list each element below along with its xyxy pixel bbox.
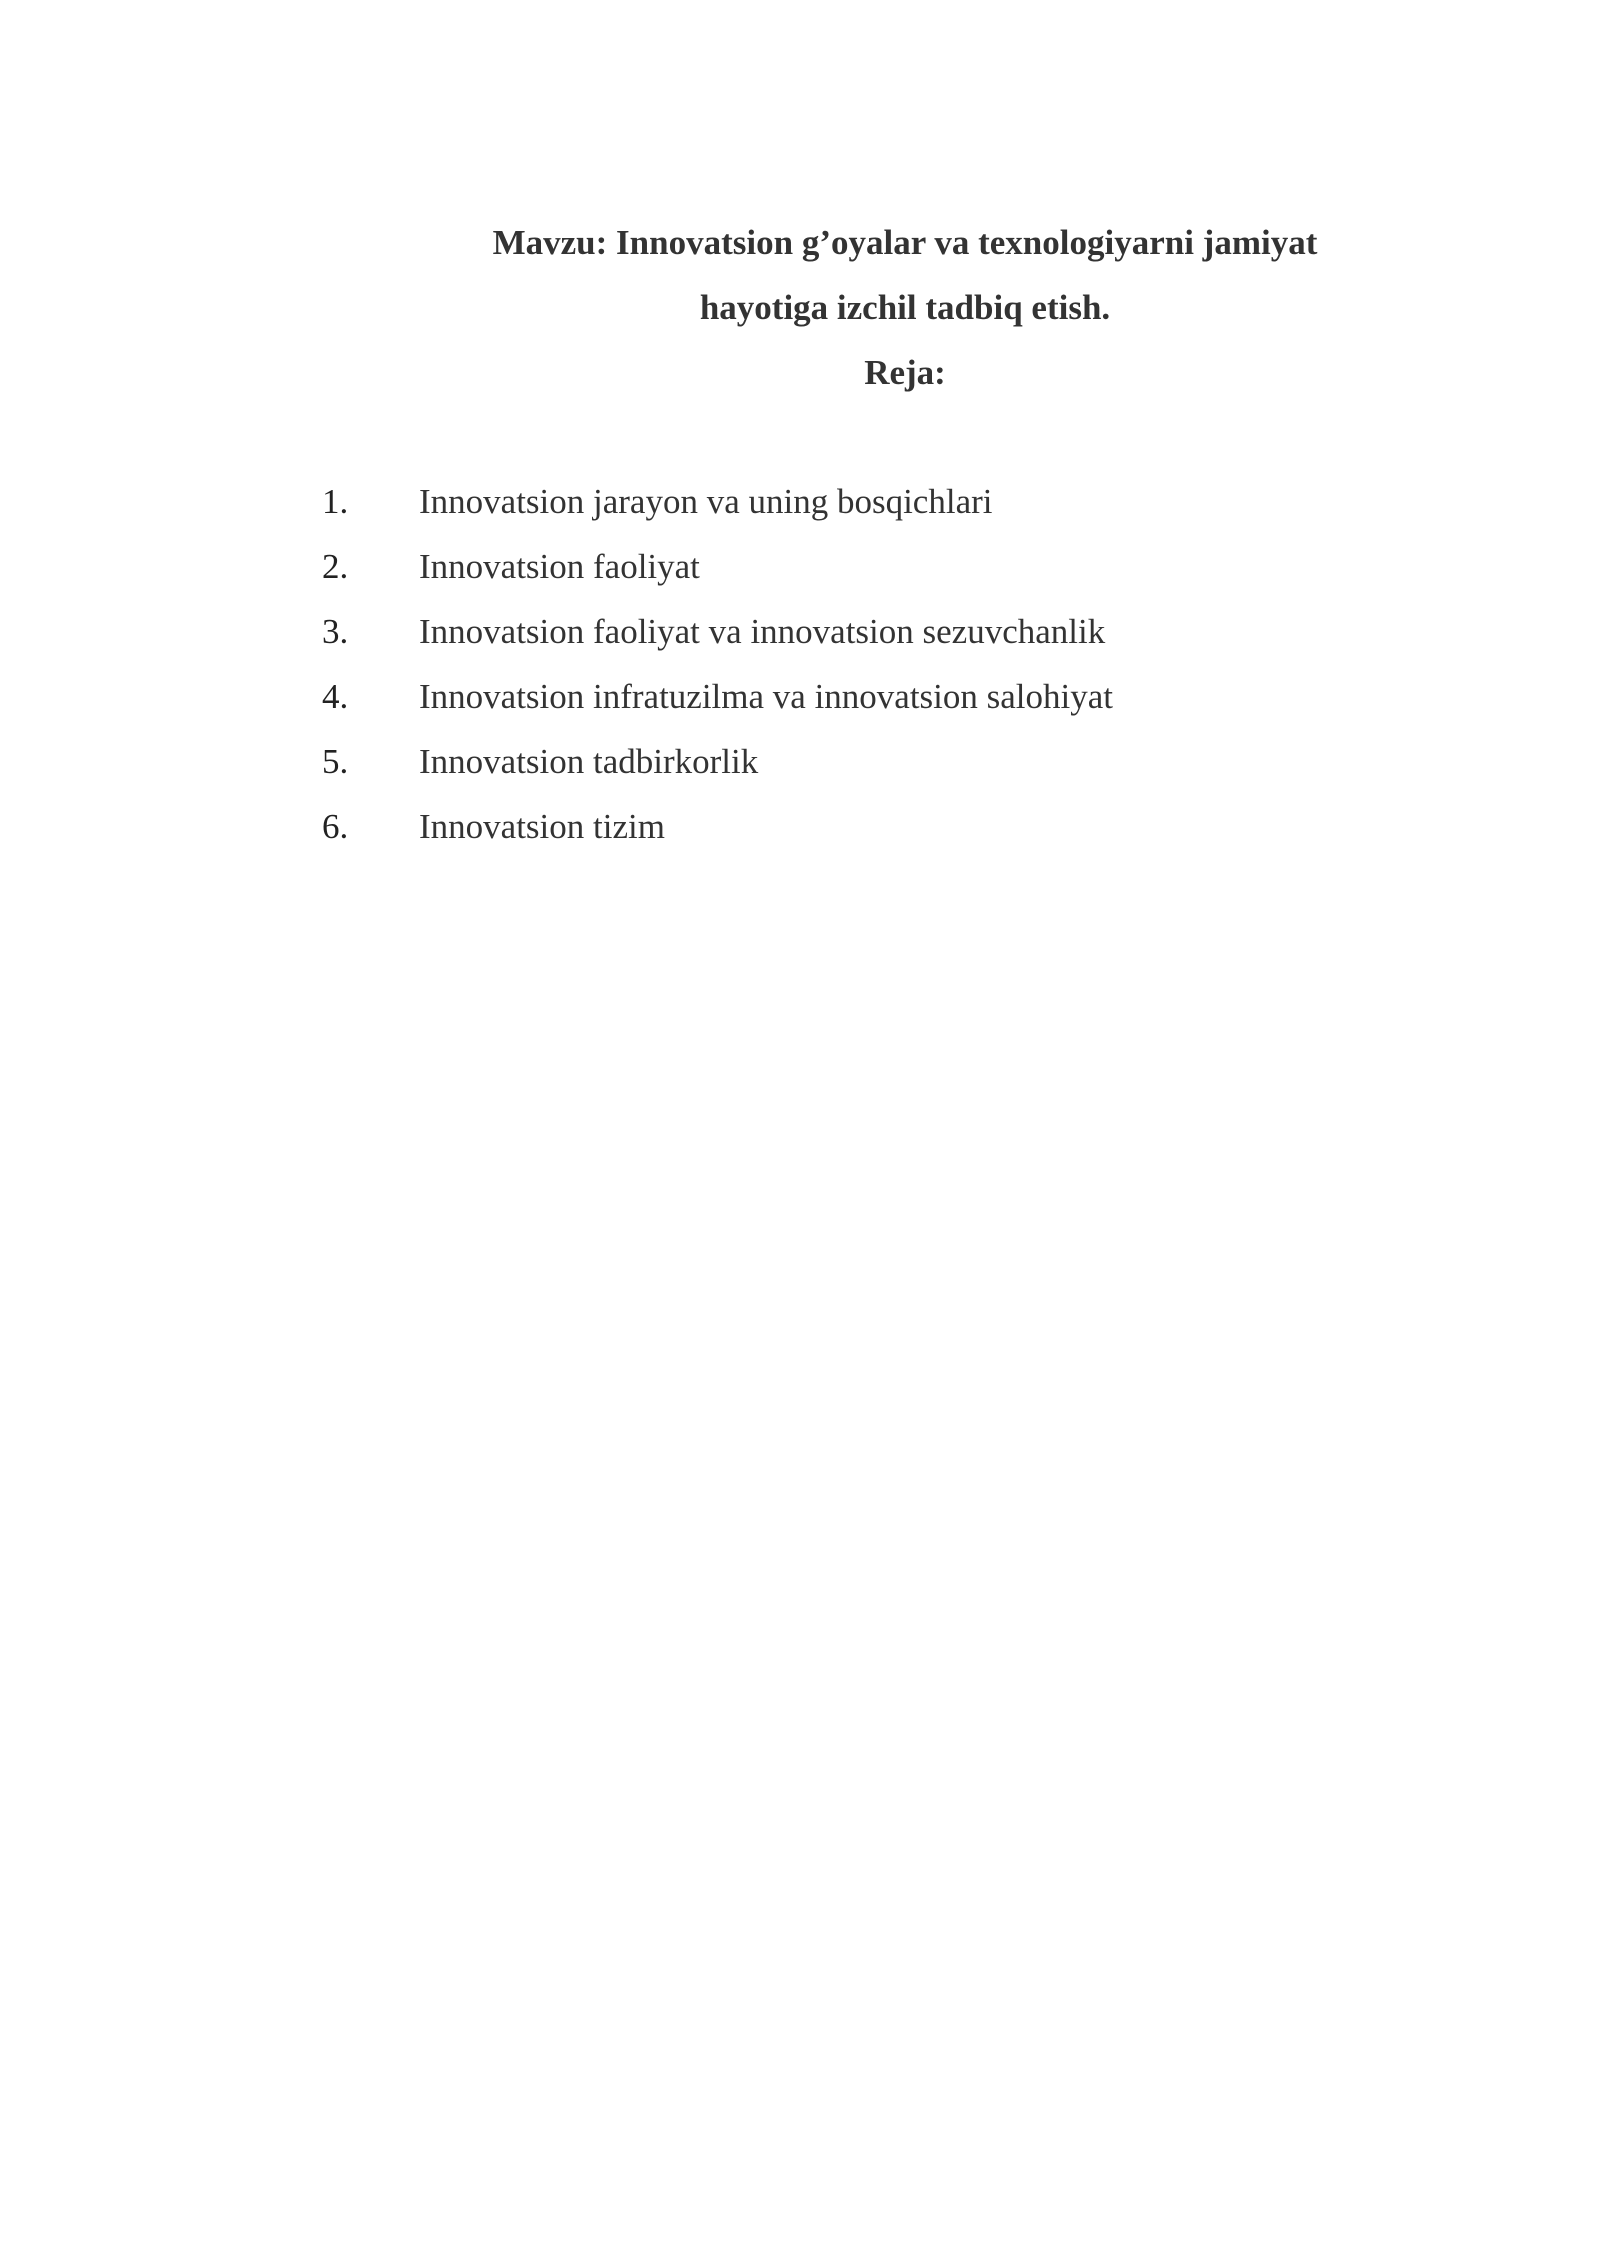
- list-item-number: 2.: [322, 547, 349, 586]
- list-item-number: 4.: [322, 677, 349, 716]
- list-item: [322, 664, 1422, 729]
- plan-list: [322, 469, 1422, 859]
- list-item-text: Innovatsion tadbirkorlik: [419, 742, 759, 781]
- list-item: [322, 599, 1422, 664]
- title-line-1: Mavzu: Innovatsion g’oyalar va texnologiyarni jamiyat: [492, 223, 1318, 262]
- list-item: [322, 794, 1422, 859]
- list-item-number: 1.: [322, 482, 349, 521]
- list-item-text: Innovatsion jarayon va uning bosqichlari: [419, 482, 993, 521]
- list-item-text: Innovatsion tizim: [419, 807, 665, 846]
- plan-heading: Reja:: [864, 353, 946, 392]
- list-item-text: Innovatsion infratuzilma va innovatsion salohiyat: [419, 677, 1114, 716]
- list-item-text: Innovatsion faoliyat va innovatsion sezuvchanlik: [419, 612, 1106, 651]
- document-title: [460, 210, 1350, 405]
- list-item-number: 3.: [322, 612, 349, 651]
- list-item: [322, 534, 1422, 599]
- list-item: [322, 729, 1422, 794]
- title-line-2: hayotiga izchil tadbiq etish.: [699, 288, 1111, 327]
- list-item: [322, 469, 1422, 534]
- list-item-text: Innovatsion faoliyat: [419, 547, 700, 586]
- list-item-number: 5.: [322, 742, 349, 781]
- list-item-number: 6.: [322, 807, 349, 846]
